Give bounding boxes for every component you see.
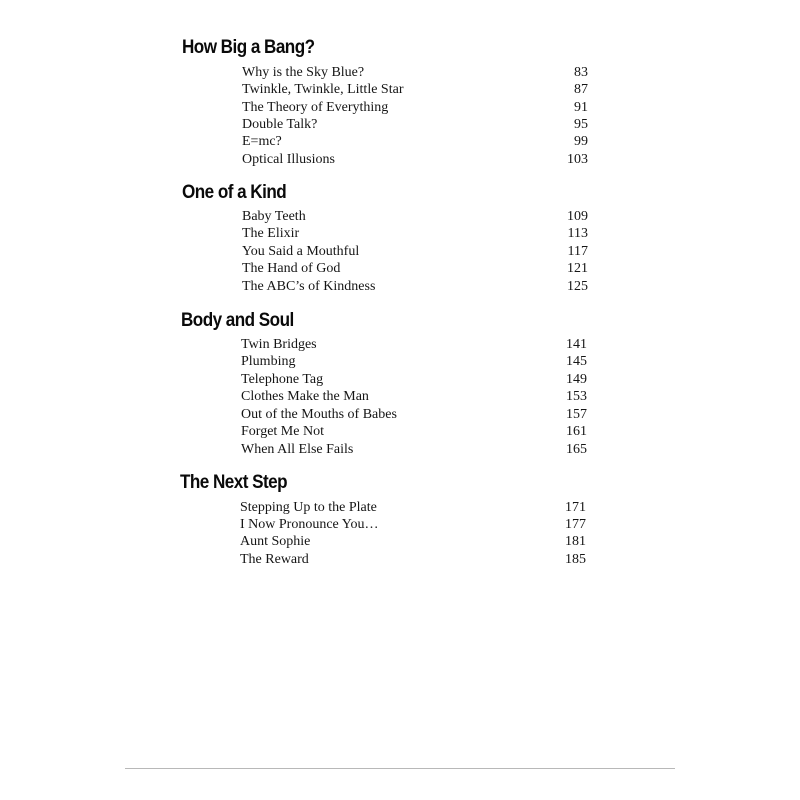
- entry-title: E=mc?: [242, 134, 282, 149]
- entry-title: The Reward: [240, 552, 309, 567]
- entry-page-number: 157: [566, 407, 587, 422]
- entry-page-number: 121: [567, 261, 588, 276]
- entry-title: The Elixir: [242, 226, 300, 241]
- section-title: Body and Soul: [181, 310, 294, 331]
- entry-page-number: 83: [574, 65, 588, 80]
- entry-page-number: 141: [566, 337, 587, 352]
- entry-title: Aunt Sophie: [240, 534, 311, 549]
- entry-title: Stepping Up to the Plate: [240, 500, 377, 515]
- entry-title: Baby Teeth: [242, 209, 306, 224]
- entry-page-number: 91: [574, 100, 588, 115]
- entry-page-number: 99: [574, 134, 588, 149]
- entry-title: The Theory of Everything: [242, 100, 389, 115]
- bottom-divider: [125, 768, 675, 769]
- entry-title: Plumbing: [241, 354, 296, 369]
- entry-title: Optical Illusions: [242, 152, 335, 167]
- entry-page-number: 125: [567, 279, 588, 294]
- entry-title: Why is the Sky Blue?: [242, 65, 365, 80]
- entry-page-number: 117: [567, 244, 588, 259]
- entry-page-number: 109: [567, 209, 588, 224]
- entry-page-number: 149: [566, 372, 587, 387]
- entry-title: Forget Me Not: [241, 424, 324, 439]
- entry-title: When All Else Fails: [241, 442, 354, 457]
- entry-page-number: 113: [567, 226, 588, 241]
- entry-page-number: 95: [574, 117, 588, 132]
- entry-page-number: 185: [565, 552, 586, 567]
- entry-title: Twin Bridges: [241, 337, 317, 352]
- entry-title: Telephone Tag: [241, 372, 324, 387]
- entry-title: You Said a Mouthful: [242, 244, 360, 259]
- entry-page-number: 145: [566, 354, 587, 369]
- section-title: One of a Kind: [182, 182, 287, 203]
- entry-page-number: 171: [565, 500, 586, 515]
- entry-page-number: 181: [565, 534, 586, 549]
- entry-title: Twinkle, Twinkle, Little Star: [242, 82, 404, 97]
- entry-title: I Now Pronounce You…: [240, 517, 379, 532]
- entry-title: The ABC’s of Kindness: [242, 279, 376, 294]
- entry-page-number: 177: [565, 517, 586, 532]
- entry-page-number: 161: [566, 424, 587, 439]
- entry-page-number: 165: [566, 442, 587, 457]
- entry-page-number: 103: [567, 152, 588, 167]
- section-title: How Big a Bang?: [182, 37, 315, 58]
- entry-title: Clothes Make the Man: [241, 389, 369, 404]
- entry-title: The Hand of God: [242, 261, 341, 276]
- entry-title: Double Talk?: [242, 117, 318, 132]
- section-title: The Next Step: [180, 472, 288, 493]
- entry-page-number: 153: [566, 389, 587, 404]
- entry-title: Out of the Mouths of Babes: [241, 407, 397, 422]
- entry-page-number: 87: [574, 82, 588, 97]
